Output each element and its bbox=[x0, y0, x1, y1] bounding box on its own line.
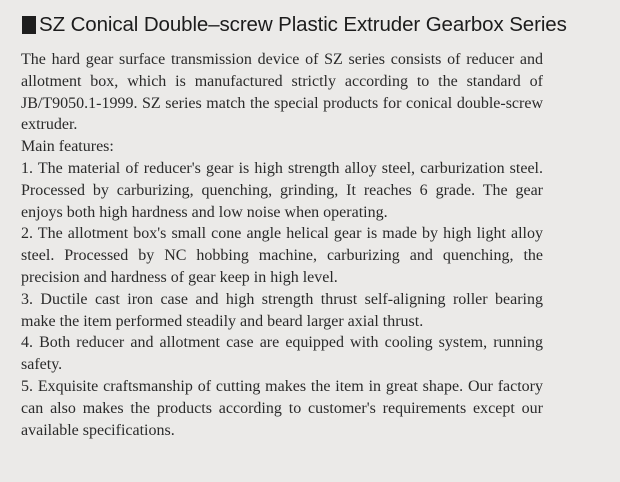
title-row bbox=[22, 11, 567, 39]
intro-paragraph: The hard gear surface transmission device of SZ series consists of reducer and allotment box, which is manufactured strictly according to the standard of JB/T9050.1-1999. SZ series match the special products for conical double-screw extruder. bbox=[21, 51, 543, 134]
feature-item-3: 3. Ductile cast iron case and high strength thrust self-aligning roller bearing make the item performed steadily and beard larger axial thrust. bbox=[21, 290, 543, 330]
features-heading: Main features: bbox=[21, 138, 114, 156]
feature-item-4: 4. Both reducer and allotment case are equipped with cooling system, running safety. bbox=[21, 334, 543, 374]
feature-item-5: 5. Exquisite craftsmanship of cutting makes the item in great shape. Our factory can also makes the products according to customer's requirements except our available specifications. bbox=[21, 377, 543, 439]
document-title: SZ Conical Double–screw Plastic Extruder Gearbox Series bbox=[39, 13, 567, 36]
feature-item-1: 1. The material of reducer's gear is high strength alloy steel, carburization steel. Processed by carburizing, quenching, grinding, It reaches 6 grade. The gear enjoys both high hardness and low noise when operating. bbox=[21, 159, 543, 221]
square-bullet-icon bbox=[22, 16, 36, 34]
body-text bbox=[21, 49, 543, 441]
feature-item-2: 2. The allotment box's small cone angle helical gear is made by high light alloy steel. Processed by NC hobbing machine, carburizing and quenching, the precision and hardness of gear keep in high level. bbox=[21, 225, 543, 286]
